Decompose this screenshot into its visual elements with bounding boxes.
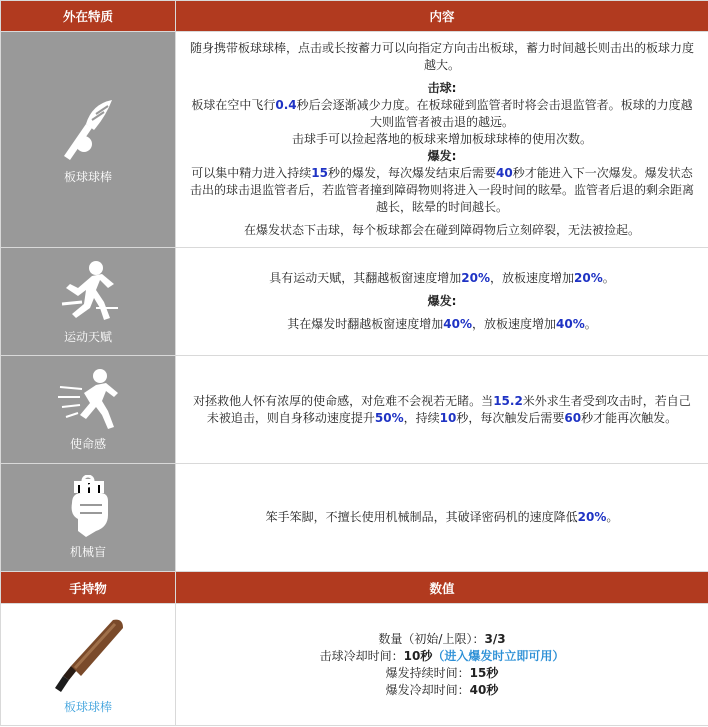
- mission-line: 对拯救他人怀有浓厚的使命感，对危难不会视若无睹。当15.2米外求生者受到攻击时，若自己未被追击，则自身移动速度提升50%，持续10秒，每次触发后需要60秒才能再次触发。: [193, 393, 691, 425]
- trait-row-cricket-bat: [1, 32, 708, 248]
- athlete-icon: [56, 258, 120, 324]
- hit-line-1: 板球在空中飞行0.4秒后会逐渐减少力度。在板球碰到监管者时将会击退监管者。板球的力度越大则监管者被击退的越远。: [191, 98, 693, 129]
- header-value: 数值: [176, 572, 708, 604]
- athlete-line-1: 具有运动天赋，其翻越板窗速度增加20%，放板速度增加20%。: [269, 271, 615, 285]
- trait-description: [176, 464, 708, 572]
- burst-title: 爆发:: [427, 149, 457, 163]
- stat-quantity: 数量（初始/上限）：3/3: [378, 631, 506, 646]
- mechanic-line: 笨手笨脚，不擅长使用机械制品，其破译密码机的速度降低20%。: [265, 510, 619, 524]
- trait-name: 使命感: [69, 437, 106, 451]
- stat-hit-cooldown: 击球冷却时间：10秒（进入爆发时立即可用）: [319, 648, 565, 663]
- bat-item-icon: [43, 614, 133, 694]
- trait-description: [176, 32, 708, 248]
- trait-cell: [1, 32, 176, 248]
- burst-line: 可以集中精力进入持续15秒的爆发，每次爆发结束后需要40秒才能进入下一次爆发。爆发状态击出的球击退监管者后，若监管者撞到障碍物则将进入一段时间的眩晕。监管者后退的剩余距离越长，眩晕的时间越长。: [190, 166, 695, 214]
- hit-line-2: 击球手可以捡起落地的板球来增加板球球棒的使用次数。: [291, 132, 592, 146]
- burst-title: 爆发:: [427, 294, 457, 308]
- trait-cell: [1, 464, 176, 572]
- trait-name: 机械盲: [69, 545, 106, 559]
- trait-cell: [1, 248, 176, 356]
- item-name-link[interactable]: 板球球棒: [63, 700, 112, 714]
- trait-intro: 随身携带板球球棒，点击或长按蓄力可以向指定方向击出板球，蓄力时间越长则击出的板球力度越大。: [190, 41, 695, 72]
- trait-cell: [1, 356, 176, 464]
- item-stats: [176, 604, 708, 726]
- trait-name: 板球球棒: [63, 170, 112, 184]
- item-cell: [1, 604, 176, 726]
- trait-row-mechanic-blind: [1, 464, 708, 572]
- trait-row-mission: [1, 356, 708, 464]
- trait-name: 运动天赋: [63, 330, 112, 344]
- trait-row-athlete: [1, 248, 708, 356]
- header-content: 内容: [176, 1, 708, 32]
- item-header-row: [1, 572, 708, 604]
- hit-title: 击球:: [427, 81, 457, 95]
- running-figure-icon: [56, 367, 120, 431]
- burst-note: 在爆发状态下击球，每个板球都会在碰到障碍物后立刻碎裂，无法被捡起。: [243, 223, 640, 237]
- trait-description: [176, 248, 708, 356]
- fist-wrench-icon: [56, 475, 120, 539]
- trait-description: [176, 356, 708, 464]
- item-row: [1, 604, 708, 726]
- stat-burst-duration: 爆发持续时间：15秒: [385, 665, 499, 680]
- stat-burst-cooldown: 爆发冷却时间：40秒: [385, 682, 499, 697]
- header-item: 手持物: [1, 572, 176, 604]
- athlete-line-2: 其在爆发时翻越板窗速度增加40%，放板速度增加40%。: [287, 317, 597, 331]
- cricket-bat-icon: [56, 94, 120, 164]
- trait-header-row: [1, 1, 708, 32]
- header-trait: 外在特质: [1, 1, 176, 32]
